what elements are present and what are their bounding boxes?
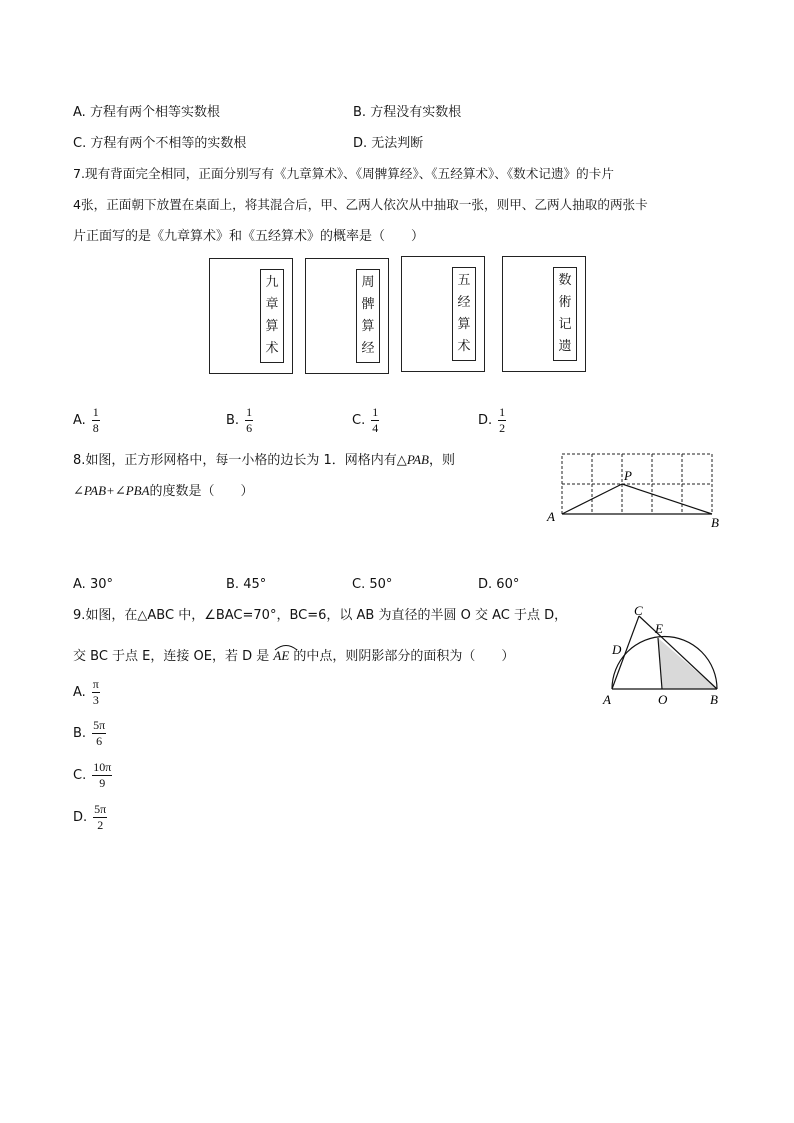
q9-stem-line1: 9.如图，在△ABC 中，∠BAC=70°，BC=6，以 AB 为直径的半圆 O 交 AC 于点 D， bbox=[73, 608, 568, 623]
q6-option-b[interactable]: B. 方程没有实数根 bbox=[353, 105, 462, 120]
grid-lines bbox=[562, 454, 712, 514]
q9-option-c[interactable]: C. $\frac{10\pi}{9}$ bbox=[73, 760, 112, 790]
label-a: A bbox=[547, 509, 555, 524]
q8-option-c[interactable]: C. 50° bbox=[352, 577, 393, 592]
q7-stem-line3: 片正面写的是《九章算术》和《五经算术》的概率是（ ） bbox=[73, 229, 425, 244]
q7-stem-line2: 4张，正面朝下放置在桌面上，将其混合后，甲、乙两人依次从中抽取一张，则甲、乙两人抽取的两张卡 bbox=[73, 197, 648, 212]
label-a: A bbox=[603, 692, 611, 707]
label-c: C bbox=[634, 603, 643, 618]
q6-option-c[interactable]: C. 方程有两个不相等的实数根 bbox=[73, 136, 247, 151]
card-label: 九 章 算 术 bbox=[260, 269, 284, 363]
card-wujing bbox=[401, 256, 485, 372]
q8-stem-line1: 8.如图，正方形网格中，每一小格的边长为 1．网格内有△PAB，则 bbox=[73, 452, 455, 468]
fraction: $\frac{1}{2}$ bbox=[499, 405, 506, 435]
q6-option-d[interactable]: D. 无法判断 bbox=[353, 136, 424, 151]
q9-stem-line2: 交 BC 于点 E，连接 OE，若 D 是 AE 的中点，则阴影部分的面积为（ ） bbox=[73, 645, 514, 663]
triangle-pab bbox=[562, 484, 712, 514]
q8-stem-line2: ∠PAB+∠PBA的度数是（ ） bbox=[73, 483, 254, 499]
fraction: $\frac{10\pi}{9}$ bbox=[93, 760, 112, 790]
label-p: P bbox=[624, 468, 632, 483]
label-b: B bbox=[710, 692, 718, 707]
arc-ae: AE bbox=[273, 645, 289, 663]
fraction: $\frac{5\pi}{2}$ bbox=[94, 802, 107, 832]
card-label: 周 髀 算 经 bbox=[356, 269, 380, 363]
card-jiuzhang bbox=[209, 258, 293, 374]
q8-option-d[interactable]: D. 60° bbox=[478, 577, 520, 592]
card-shushu bbox=[502, 256, 586, 372]
q9-option-a[interactable]: A. $\frac{\pi}{3}$ bbox=[73, 677, 99, 707]
q9-option-d[interactable]: D. $\frac{5\pi}{2}$ bbox=[73, 802, 107, 832]
fraction: $\frac{1}{4}$ bbox=[372, 405, 379, 435]
q7-option-b[interactable]: B. $\frac{1}{6}$ bbox=[226, 405, 253, 435]
q8-option-b[interactable]: B. 45° bbox=[226, 577, 267, 592]
card-label: 五 经 算 术 bbox=[452, 267, 476, 361]
card-label: 数 術 记 遗 bbox=[553, 267, 577, 361]
q7-option-c[interactable]: C. $\frac{1}{4}$ bbox=[352, 405, 379, 435]
fraction: $\frac{5\pi}{6}$ bbox=[93, 718, 106, 748]
q8-grid-figure bbox=[540, 448, 730, 534]
fraction: $\frac{1}{8}$ bbox=[92, 405, 99, 435]
q8-option-a[interactable]: A. 30° bbox=[73, 577, 113, 592]
q7-option-a[interactable]: A. $\frac{1}{8}$ bbox=[73, 405, 99, 435]
label-e: E bbox=[655, 621, 663, 636]
fraction: $\frac{1}{6}$ bbox=[246, 405, 253, 435]
fraction: $\frac{\pi}{3}$ bbox=[92, 677, 99, 707]
label-o: O bbox=[658, 692, 668, 707]
q9-option-b[interactable]: B. $\frac{5\pi}{6}$ bbox=[73, 718, 106, 748]
q9-semicircle-figure bbox=[600, 600, 726, 710]
label-d: D bbox=[612, 642, 622, 657]
label-b: B bbox=[711, 515, 719, 530]
q6-option-a[interactable]: A. 方程有两个相等实数根 bbox=[73, 105, 220, 120]
card-zhoubi bbox=[305, 258, 389, 374]
q7-option-d[interactable]: D. $\frac{1}{2}$ bbox=[478, 405, 506, 435]
q7-stem-line1: 7.现有背面完全相同，正面分别写有《九章算术》、《周髀算经》、《五经算术》、《数术记遗》的卡片 bbox=[73, 166, 614, 181]
